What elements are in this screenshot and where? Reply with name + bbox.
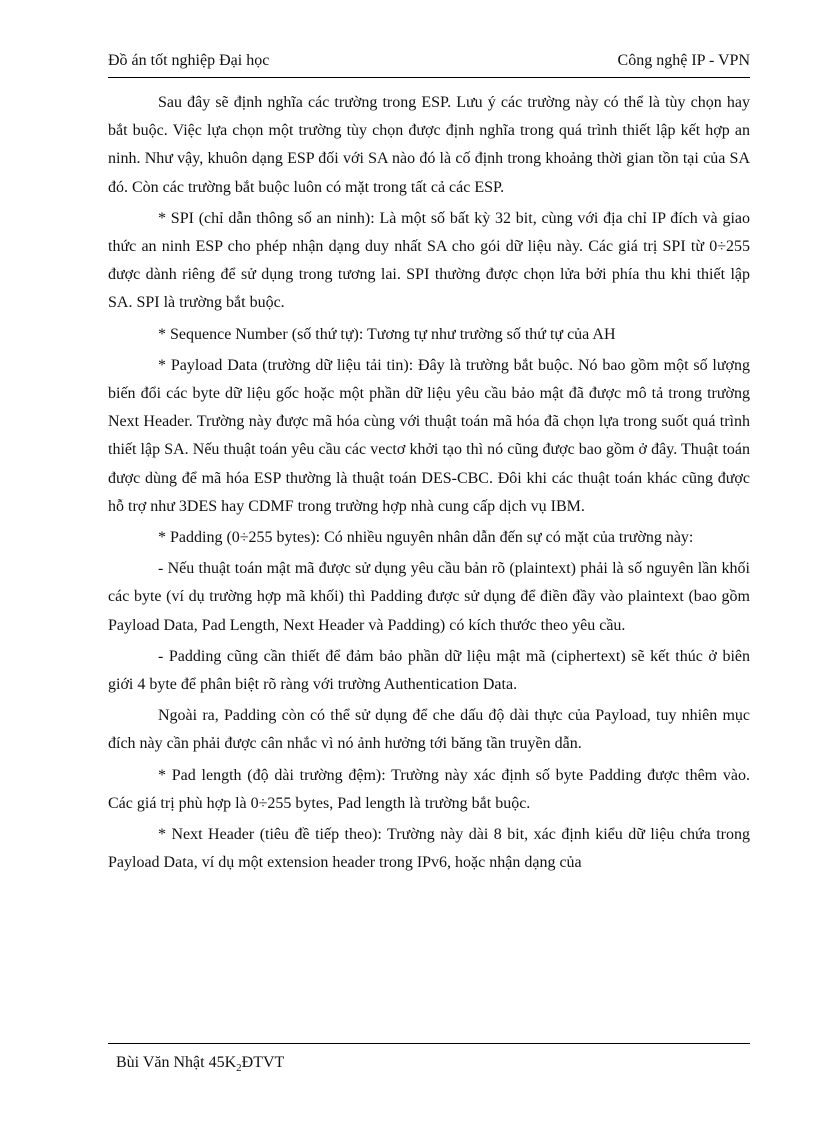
footer-subscript: 2: [236, 1062, 242, 1075]
header-divider: [108, 77, 750, 78]
body-text: [108, 86, 750, 880]
header-section-title: Công nghệ IP - VPN: [617, 52, 750, 69]
paragraph-esp-fields-intro: Sau đây sẽ định nghĩa các trường trong ESP. Lưu ý các trường này có thể là tùy chọn hay bắt buộc. Việc lựa chọn một trường tùy chọn được định nghĩa trong quá trình thiết lập kết hợp an ninh. Như vậy, khuôn dạng ESP đối với SA nào đó là cố định trong khoảng thời gian tồn tại của SA đó. Còn các trường bắt buộc luôn có mặt trong tất cả các ESP.: [108, 94, 750, 196]
paragraph-payload-data: * Payload Data (trường dữ liệu tải tin): Đây là trường bắt buộc. Nó bao gồm một số lượng biến đổi các byte dữ liệu gốc hoặc một phần dữ liệu yêu cầu bảo mật đã được mô tả trong trường Next Header. Trường này được mã hóa cùng với thuật toán mã hóa đã chọn lựa trong suốt quá trình thiết lập SA. Nếu thuật toán yêu cầu các vectơ khởi tạo thì nó cũng được bao gồm ở đây. Thuật toán được dùng để mã hóa ESP thường là thuật toán DES-CBC. Đôi khi các thuật toán khác cũng được hỗ trợ như 3DES hay CDMF trong trường hợp nhà cung cấp dịch vụ IBM.: [108, 356, 750, 515]
paragraph-pad-length: * Pad length (độ dài trường đệm): Trường này xác định số byte Padding được thêm vào. Các giá trị phù hợp là 0÷255 bytes, Pad length là trường bắt buộc.: [108, 766, 750, 812]
header-document-title: Đồ án tốt nghiệp Đại học: [108, 52, 270, 69]
paragraph-padding-reason-1: - Nếu thuật toán mật mã được sử dụng yêu cầu bản rõ (plaintext) phải là số nguyên lần khối các byte (ví dụ trường hợp mã khối) thì Padding được sử dụng để điền đầy vào plaintext (bao gồm Payload Data, Pad Length, Next Header và Padding) có kích thước theo yêu cầu.: [108, 560, 750, 634]
footer-department: ĐTVT: [241, 1054, 285, 1071]
footer-divider: [108, 1043, 750, 1044]
paragraph-padding: * Padding (0÷255 bytes): Có nhiều nguyên nhân dẫn đến sự có mặt của trường này:: [158, 529, 694, 547]
paragraph-sequence-number: * Sequence Number (số thứ tự): Tương tự như trường số thứ tự của AH: [158, 325, 616, 343]
page-footer: [116, 1052, 284, 1079]
paragraph-padding-reason-2: - Padding cũng cần thiết để đảm bảo phần dữ liệu mật mã (ciphertext) sẽ kết thúc ở biên giới 4 byte để phân biệt rõ ràng với trường Authentication Data.: [108, 647, 750, 694]
paragraph-spi: * SPI (chỉ dẫn thông số an ninh): Là một số bất kỳ 32 bit, cùng với địa chỉ IP đích và giao thức an ninh ESP cho phép nhận dạng duy nhất SA cho gói dữ liệu này. Các giá trị SPI từ 0÷255 được dành riêng để sử dụng trong tương lai. SPI thường được chọn lửa bởi phía thu khi thiết lập SA. SPI là trường bắt buộc.: [108, 209, 750, 312]
paragraph-padding-other: Ngoài ra, Padding còn có thể sử dụng để che dấu độ dài thực của Payload, tuy nhiên mục đích này cần phải được cân nhắc vì nó ảnh hưởng tới băng tần truyền dẫn.: [108, 707, 750, 753]
paragraph-next-header: * Next Header (tiêu đề tiếp theo): Trường này dài 8 bit, xác định kiểu dữ liệu chứa trong Payload Data, ví dụ một extension header trong IPv6, hoặc nhận dạng của: [108, 826, 750, 872]
page-header: [108, 50, 750, 72]
footer-author: Bùi Văn Nhật 45K: [116, 1054, 237, 1071]
